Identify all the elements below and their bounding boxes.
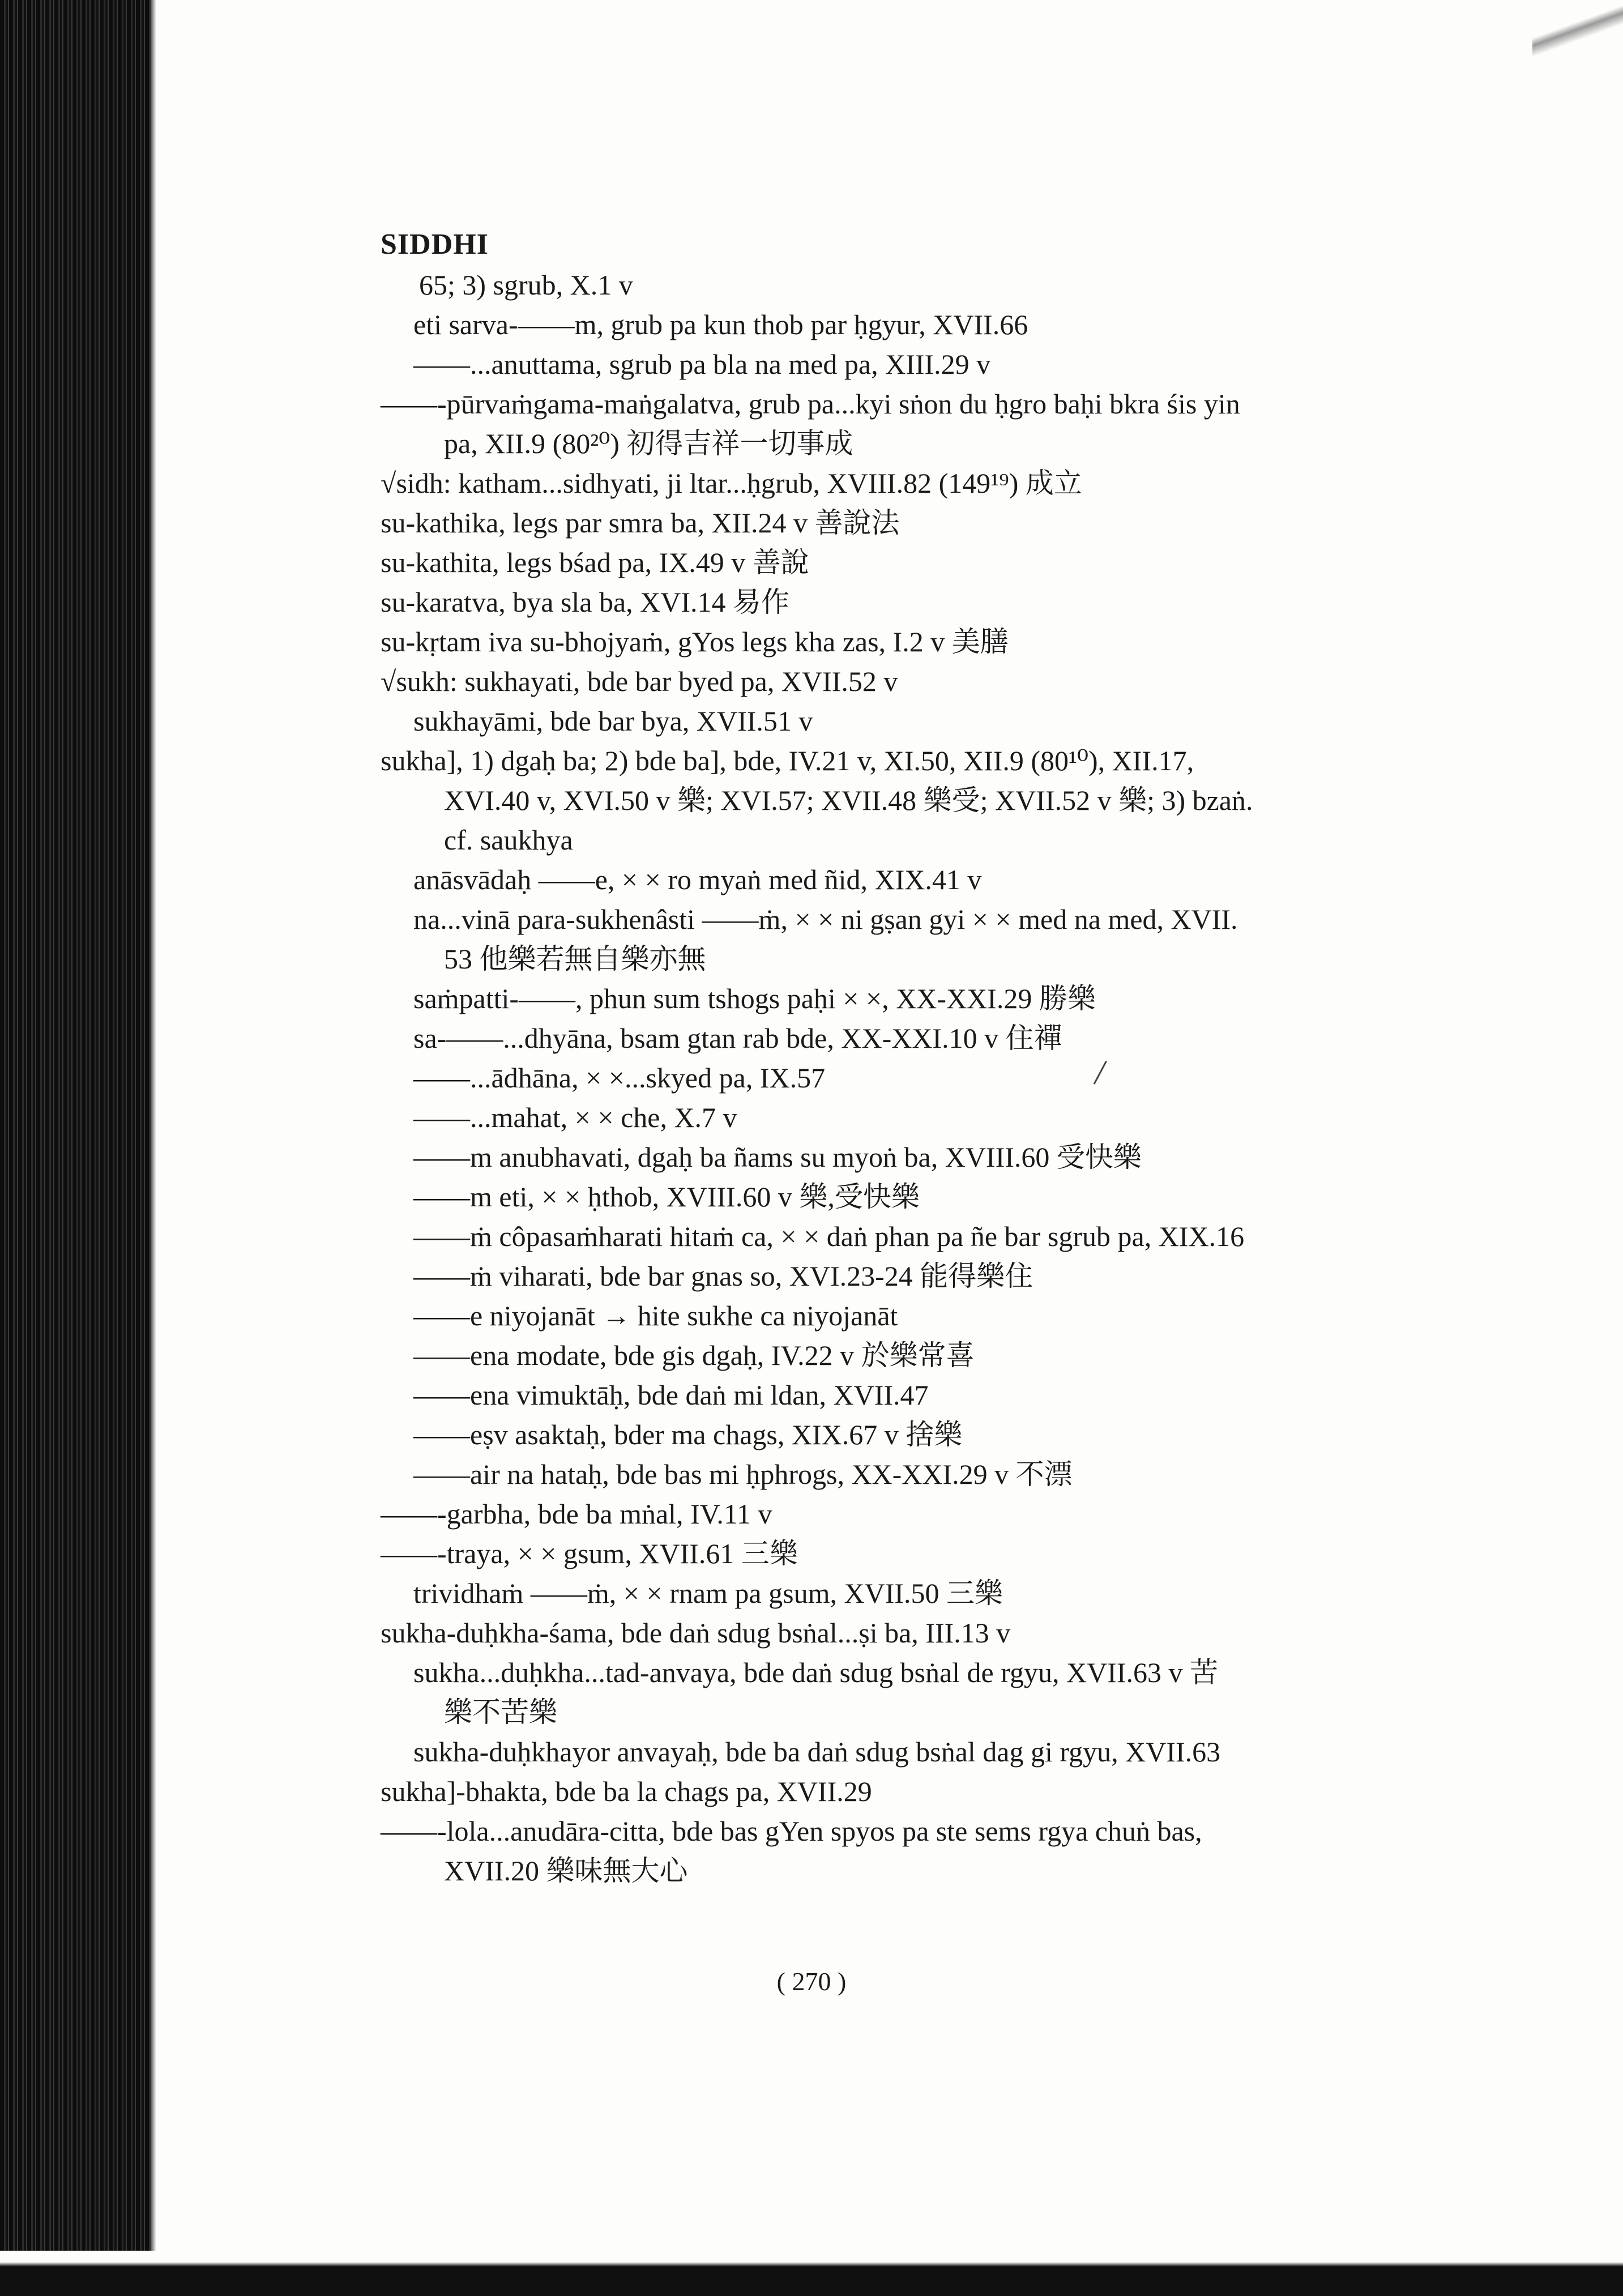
entry-line: anāsvādaḥ ——e, × × ro myaṅ med ñid, XIX.41 v (413, 864, 982, 895)
entry-line: ——ena modate, bde gis dgaḥ, IV.22 v 於樂常喜 (413, 1339, 975, 1371)
entry-line: ——-pūrvaṁgama-maṅgalatva, grub pa...kyi sṅon du ḥgro baḥi bkra śis yin (381, 388, 1240, 420)
entry-line: sukhayāmi, bde bar bya, XVII.51 v (413, 705, 813, 737)
section-header: SIDDHI (381, 228, 489, 261)
entry-line: sukha-duḥkha-śama, bde daṅ sdug bsṅal...ṣi ba, III.13 v (381, 1617, 1011, 1649)
entry-line: ——e niyojanāt → hite sukhe ca niyojanāt (413, 1300, 898, 1331)
entry-line: su-kṛtam iva su-bhojyaṁ, gYos legs kha zas, I.2 v 美膳 (381, 626, 1009, 658)
entry-line: ——ṁ viharati, bde bar gnas so, XVI.23-24 能得樂住 (413, 1260, 1033, 1292)
entry-line: sukha-duḥkhayor anvayaḥ, bde ba daṅ sdug bsṅal dag gi rgyu, XVII.63 (413, 1736, 1221, 1768)
entry-line: XVI.40 v, XVI.50 v 樂; XVI.57; XVII.48 樂受; XVII.52 v 樂; 3) bzaṅ. (444, 784, 1253, 816)
entry-line: ——m eti, × × ḥthob, XVIII.60 v 樂,受快樂 (413, 1181, 920, 1213)
entry-line: ——eṣv asaktaḥ, bder ma chags, XIX.67 v 捨樂 (413, 1419, 963, 1450)
entry-line: ——...ādhāna, × ×...skyed pa, IX.57 (413, 1062, 826, 1094)
page-corner-fold (1532, 0, 1623, 62)
entry-line: sukha]-bhakta, bde ba la chags pa, XVII.29 (381, 1776, 872, 1807)
entry-line: sa-——...dhyāna, bsam gtan rab bde, XX-XXI.10 v 住禪 (413, 1022, 1062, 1054)
entry-line: ——-garbha, bde ba mṅal, IV.11 v (381, 1498, 772, 1530)
scan-bottom-edge (0, 2251, 1623, 2296)
entry-line: ——ena vimuktāḥ, bde daṅ mi ldan, XVII.47 (413, 1379, 929, 1411)
entry-line: 53 他樂若無自樂亦無 (444, 943, 706, 975)
pencil-mark (1094, 1061, 1118, 1090)
book-gutter-edge (0, 0, 153, 2296)
entry-line: ——-traya, × × gsum, XVII.61 三樂 (381, 1538, 798, 1569)
entry-line: su-karatva, bya sla ba, XVI.14 易作 (381, 586, 790, 618)
entry-line: √sidh: katham...sidhyati, ji ltar...ḥgrub, XVIII.82 (149¹⁹) 成立 (381, 467, 1082, 499)
entry-line: XVII.20 樂味無大心 (444, 1855, 688, 1887)
entry-line: na...vinā para-sukhenâsti ——ṁ, × × ni gṣan gyi × × med na med, XVII. (413, 903, 1238, 935)
entry-line: ——air na hataḥ, bde bas mi ḥphrogs, XX-XXI.29 v 不漂 (413, 1458, 1073, 1490)
entry-line: sukha...duḥkha...tad-anvaya, bde daṅ sdug bsṅal de rgyu, XVII.63 v 苦 (413, 1657, 1218, 1688)
entry-line: saṁpatti-——, phun sum tshogs paḥi × ×, XX-XXI.29 勝樂 (413, 983, 1096, 1014)
page-number: ( 270 ) (776, 1967, 847, 1996)
entry-line: sukha], 1) dgaḥ ba; 2) bde ba], bde, IV.21 v, XI.50, XII.9 (80¹⁰), XII.17, (381, 745, 1194, 776)
entry-line: pa, XII.9 (80²⁰) 初得吉祥一切事成 (444, 428, 853, 459)
entry-line: √sukh: sukhayati, bde bar byed pa, XVII.52 v (381, 665, 898, 697)
entry-line: eti sarva-——m, grub pa kun thob par ḥgyur, XVII.66 (413, 309, 1028, 340)
entry-line: su-kathika, legs par smra ba, XII.24 v 善說法 (381, 507, 900, 539)
entry-line: ——ṁ côpasaṁharati hitaṁ ca, × × daṅ phan pa ñe bar sgrub pa, XIX.16 (413, 1220, 1245, 1252)
entry-line: ——-lola...anudāra-citta, bde bas gYen spyos pa ste sems rgya chuṅ bas, (381, 1815, 1202, 1847)
entry-line: ——...anuttama, sgrub pa bla na med pa, XIII.29 v (413, 348, 991, 380)
entry-line: cf. saukhya (444, 824, 573, 856)
entry-line: ——m anubhavati, dgaḥ ba ñams su myoṅ ba, XVIII.60 受快樂 (413, 1141, 1142, 1173)
entry-line: trividhaṁ ——ṁ, × × rnam pa gsum, XVII.50 三樂 (413, 1577, 1003, 1609)
entry-line: 樂不苦樂 (444, 1696, 557, 1728)
entry-line: 65; 3) sgrub, X.1 v (419, 269, 633, 301)
entry-line: ——...mahat, × × che, X.7 v (413, 1102, 737, 1133)
entry-line: su-kathita, legs bśad pa, IX.49 v 善說 (381, 547, 809, 578)
